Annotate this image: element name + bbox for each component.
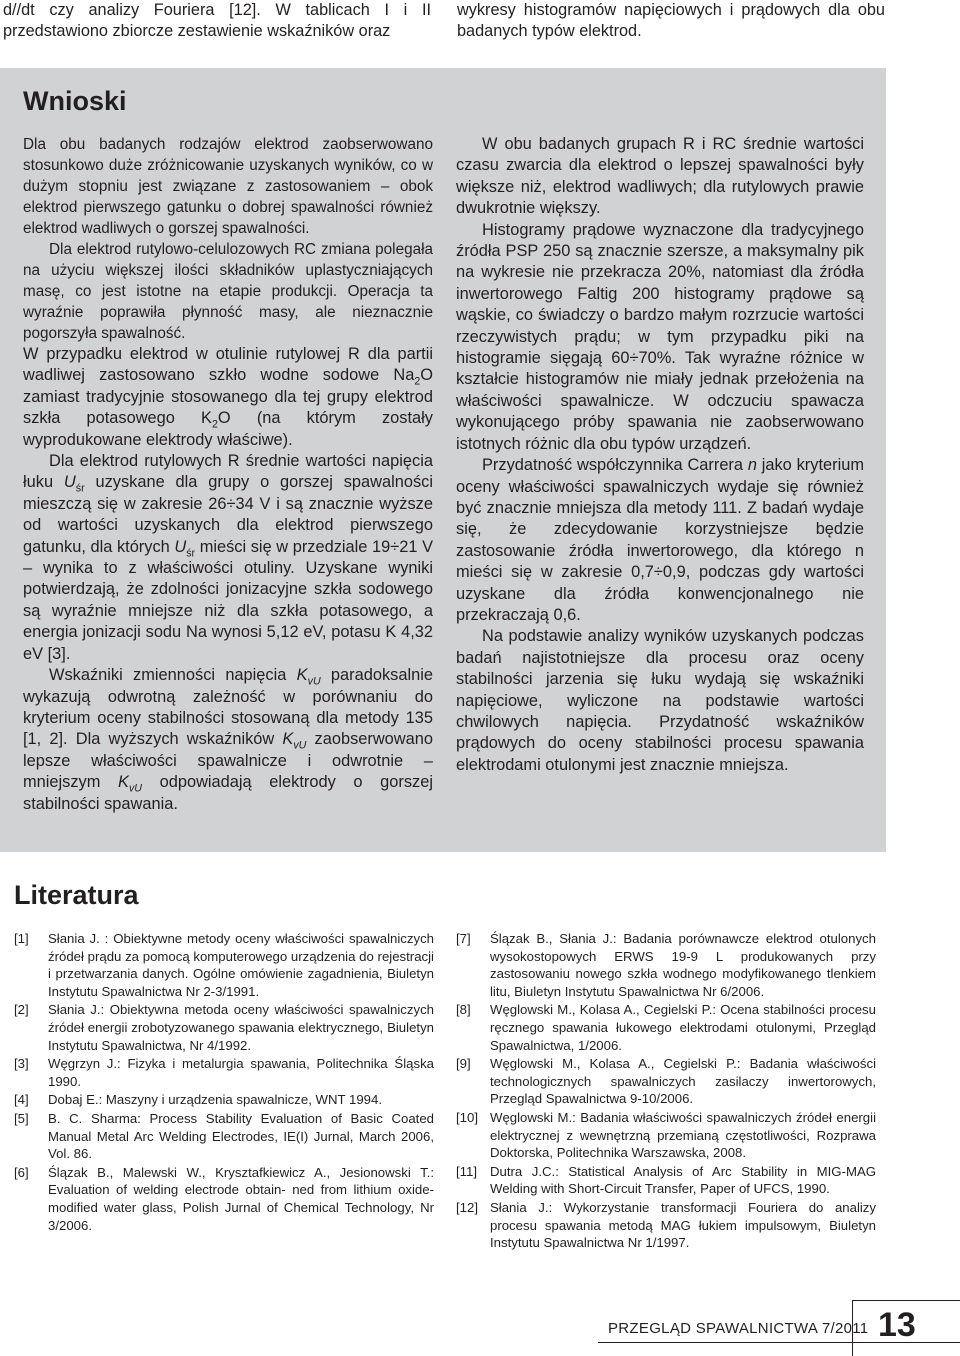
reference-item: [12] Słania J.: Wykorzystanie transformacji Fouriera do analizy procesu spawania metodą MAG łukiem impulsowym, Biuletyn Instytutu Spawalnictwa Nr 1/1997. bbox=[456, 1199, 876, 1251]
reference-item: [6] Ślązak B., Malewski W., Krysztafkiewicz A., Jesionowski T.: Evaluation of welding electrode obtain- ned from lithium oxide-modified water glass, Polish Jurnal of Chemical Technology, Nr 3/2006. bbox=[14, 1164, 434, 1233]
references-right bbox=[456, 930, 876, 1253]
intro-text-right: wykresy histogramów napięciowych i prądowych dla obu badanych typów elektrod. bbox=[457, 1, 885, 40]
references-left bbox=[14, 930, 434, 1235]
journal-name: PRZEGLĄD SPAWALNICTWA 7/2011 bbox=[608, 1320, 869, 1337]
paragraph: Wskaźniki zmienności napięcia $K_{vU}$ paradoksalnie wykazują odwrotną zależność w porównaniu do kryterium oceny stabilności stosowaną dla metody 135 [1, 2]. Dla wyższych wskaźników $K_{vU}$ zaobserwowano lepsze właściwości spawalnicze i odwrotnie – mniejszym $K_{vU}$ odpowiadają elektrody o gorszej stabilności spawania. bbox=[23, 666, 433, 813]
paragraph: Histogramy prądowe wyznaczone dla tradycyjnego źródła PSP 250 są znacznie szersze, a maksymalny pik na wykresie nie przekracza 20%, natomiast dla źródła inwertorowego Faltig 200 histogramy prądowe są wąskie, co świadczy o bardzo małym rozrzucie wartości rzeczywistych prądu; w tym przypadku piki na histogramie sięgają 60÷70%. Tak wyraźne różnice w kształcie histogramów nie miały jednak przełożenia na właściwości spawalnicze. W odczuciu spawacza wykonującego próby spawania nie zaobserwowano istotnych różnic dla obu typów urządzeń. bbox=[456, 220, 864, 453]
conclusions-box bbox=[0, 68, 886, 852]
conclusions-column-left bbox=[23, 134, 433, 815]
paragraph: Dla obu badanych rodzajów elektrod zaobserwowano stosunkowo duże zróżnicowanie uzyskanych wyników, co w dużym stopniu jest związane z zastosowaniem – obok elektrod pierwszego gatunku o dobrej spawalności również elektrod wadliwych o gorszej spawalności. bbox=[23, 136, 433, 237]
reference-item: [4] Dobaj E.: Maszyny i urządzenia spawalnicze, WNT 1994. bbox=[14, 1092, 382, 1108]
reference-item: [9] Węglowski M., Kolasa A., Cegielski P.: Badania właściwości technologicznych spawalniczych zasilaczy inwertorowych, Przegląd Spawalnictwa 9-10/2006. bbox=[456, 1056, 876, 1107]
paragraph: W przypadku elektrod w otulinie rutylowej R dla partii wadliwej zastosowano szkło wodne sodowe $Na_2O$ zamiast tradycyjnie stosowanego dla tej grupy elektrod szkła potasowego $K_2O$ (na którym zostały wyprodukowane elektrody właściwe). bbox=[23, 345, 433, 449]
conclusions-column-right bbox=[456, 134, 864, 776]
paragraph: Dla elektrod rutylowo-celulozowych RC zmiana polegała na użyciu większej ilości składników uplastyczniających masę, co jest istotne na etapie produkcji. Operacja ta wyraźnie poprawiła płynność masy, ale nieznacznie pogorszyła spawalność. bbox=[23, 241, 433, 342]
paragraph: Na podstawie analizy wyników uzyskanych podczas badań najistotniejsze dla procesu oraz oceny stabilności jarzenia się łuku wydają się wskaźniki napięciowe, wyliczone na podstawie wartości chwilowych napięcia. Przydatność wskaźników prądowych do oceny stabilności procesu spawania elektrodami otulonymi jest znacznie mniejsza. bbox=[456, 627, 864, 774]
reference-item: [3] Węgrzyn J.: Fizyka i metalurgia spawania, Politechnika Śląska 1990. bbox=[14, 1056, 434, 1089]
reference-item: [2] Słania J.: Obiektywna metoda oceny właściwości spawalniczych źródeł energii zrobotyzowanego spawania elektrycznego, Biuletyn Instytutu Spawalnictwa, Nr 4/1992. bbox=[14, 1002, 434, 1053]
reference-item: [10] Węglowski M.: Badania właściwości spawalniczych źródeł energii elektrycznej z wewnętrzną przemianą częstotliwości, Rozprawa Doktorska, Politechnika Warszawska, 2008. bbox=[456, 1109, 876, 1161]
page-number: 13 bbox=[878, 1306, 916, 1344]
paragraph: Dla elektrod rutylowych R średnie wartości napięcia łuku $U_{śr}$ uzyskane dla grupy o gorszej spawalności mieszczą się w zakresie 26÷34 V i są znacznie wyższe od wartości uzyskanych dla elektrod pierwszego gatunku, dla których $U_{śr}$ mieści się w przedziale 19÷21 V – wynika to z właściwości otuliny. Uzyskane wyniki potwierdzają, że zdolności jonizacyjne szkła sodowego są wyraźnie mniejsze niż dla szkła potasowego, a energia jonizacji sodu Na wynosi 5,12 eV, potasu K 4,32 eV [3]. bbox=[23, 452, 434, 663]
paragraph: W obu badanych grupach R i RC średnie wartości czasu zwarcia dla elektrod o lepszej spawalności były większe niż, elektrod wadliwych; dla rutylowych prawie dwukrotnie większy. bbox=[456, 135, 864, 218]
reference-item: [5] B. C. Sharma: Process Stability Evaluation of Basic Coated Manual Metal Arc Welding Electrodes, IE(I) Jurnal, March 2006, Vol. 86. bbox=[14, 1110, 434, 1162]
literature-title: Literatura bbox=[14, 880, 139, 910]
reference-item: [7] Ślązak B., Słania J.: Badania porównawcze elektrod otulonych wysokostopowych ERWS 19-9 L produkowanych przy zastosowaniu nowego szkła wodnego modyfikowanego tlenkiem litu, Biuletyn Instytutu Spawalnictwa Nr 6/2006. bbox=[456, 931, 876, 999]
intro-text-left: d//dt czy analizy Fouriera [12]. W tablicach I i II przedstawiono zbiorcze zestawienie wskaźników oraz bbox=[3, 1, 431, 40]
paragraph: Przydatność współczynnika Carrera n jako kryterium oceny właściwości spawalniczych wydaje się również być znacznie mniejsza dla metody 111. Z badań wydaje się, że zdecydowanie korzystniejsze będzie zastosowanie źródła inwertorowego, dla którego n mieści się w zakresie 0,7÷0,9, podczas gdy wartości uzyskane dla źródła konwencjonalnego nie przekraczają 0,6. bbox=[456, 456, 864, 624]
conclusions-title: Wnioski bbox=[23, 86, 127, 116]
reference-item: [8] Węglowski M., Kolasa A., Cegielski P.: Ocena stabilności procesu ręcznego spawania łukowego elektrodami otulonymi, Przegląd Spawalnictwa, 1/2006. bbox=[456, 1002, 876, 1053]
page-footer bbox=[0, 1300, 960, 1356]
reference-item: [1] Słania J. : Obiektywne metody oceny właściwości spawalniczych źródeł prądu za pomocą komputerowego urządzenia do rejestracji i przetwarzania danych. Ogólne omówienie zagadnienia, Biuletyn Instytutu Spawalnictwa Nr 2-3/1991. bbox=[14, 931, 434, 999]
reference-item: [11] Dutra J.C.: Statistical Analysis of Arc Stability in MIG-MAG Welding with Short-Circuit Transfer, Paper of UFCS, 1990. bbox=[456, 1163, 876, 1197]
